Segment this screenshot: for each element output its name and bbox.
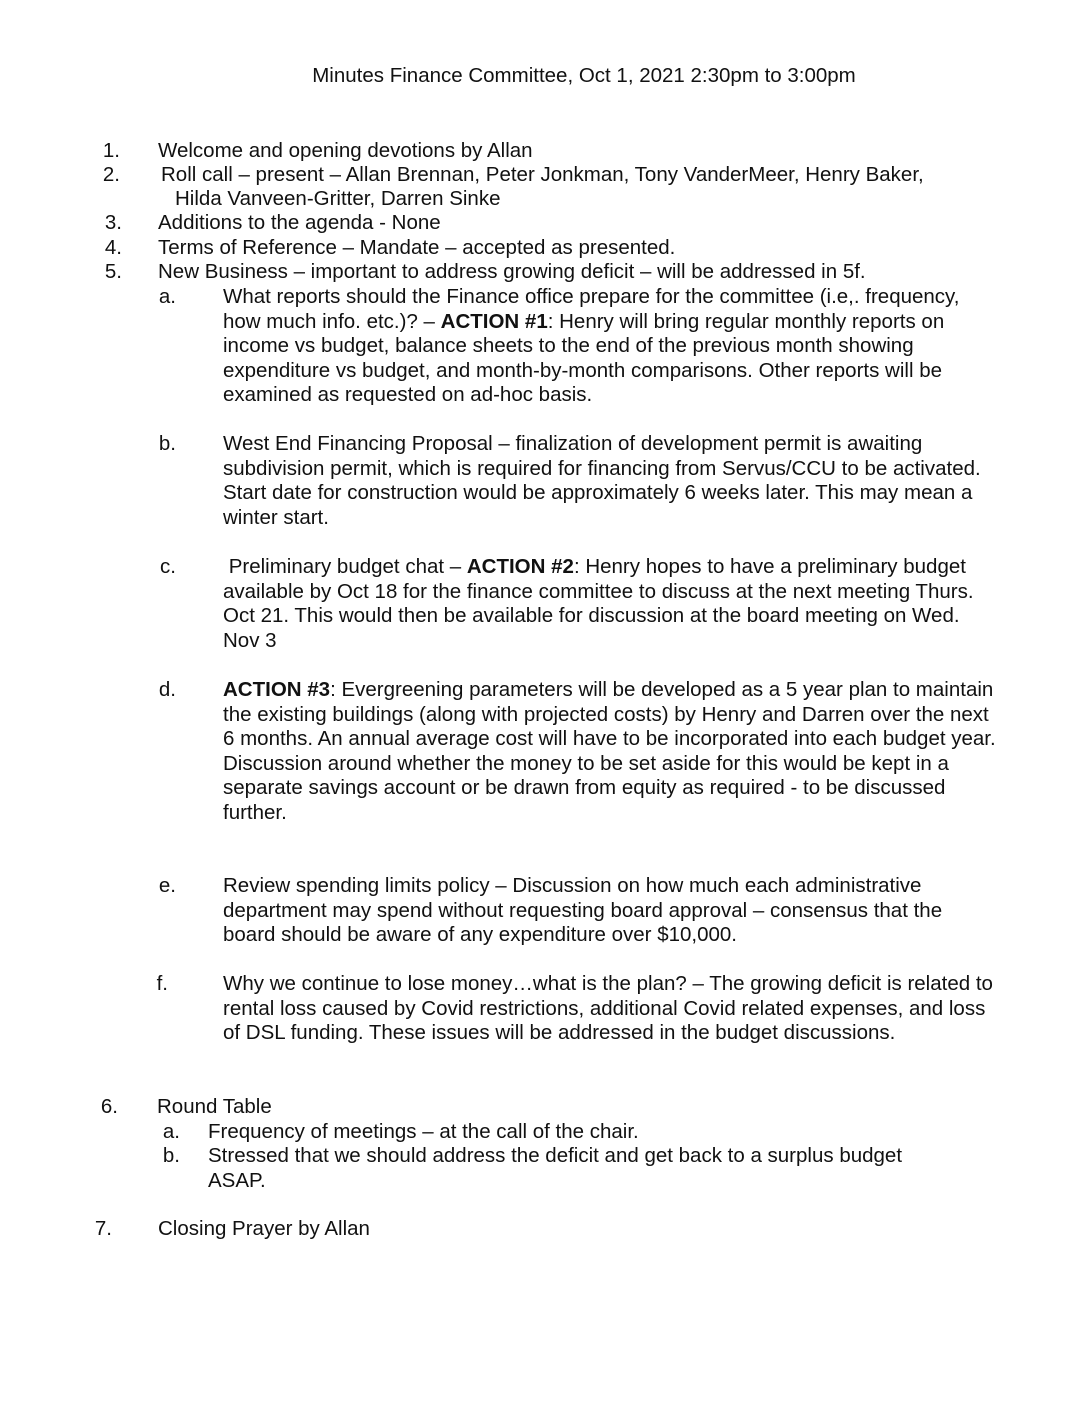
sub-item-letter: c. [160, 555, 176, 578]
item-number: 3. [104, 211, 122, 234]
item-number: 5. [104, 260, 122, 283]
action-label: ACTION #1 [440, 309, 548, 333]
sub-item-discussion: Discussion around whether the money to be set aside for this would be kept in a separate savings account or be drawn from equity as required - to be discussed further. [223, 751, 949, 824]
item-text: Roll call – present – Allan Brennan, Peter Jonkman, Tony VanderMeer, Henry Baker, [161, 163, 924, 186]
item-text: Closing Prayer by Allan [158, 1217, 370, 1240]
sub-item-letter: f. [156, 972, 168, 995]
sub-item-letter: a. [158, 285, 176, 308]
item-number: 7. [94, 1217, 112, 1240]
item-number: 2. [102, 163, 120, 186]
sub-item-text: ACTION #3: Evergreening parameters will be developed as a 5 year plan to maintain the existing buildings (along with projected costs) by Henry and Darren over the next 6 months. An annual average cost will have to be incorporated into each budget year. Discussion around whether the money to be set aside for this would be kept in a separate savings account or be drawn from equity as required - to be discussed further. [223, 678, 996, 824]
item-text: Terms of Reference – Mandate – accepted as presented. [158, 236, 676, 259]
item-text: Additions to the agenda - None [158, 211, 441, 234]
sub-item-letter: a. [162, 1120, 180, 1143]
item-number: 4. [104, 236, 122, 259]
sub-item-text: Frequency of meetings – at the call of the chair. [208, 1120, 639, 1143]
sub-item-text: Stressed that we should address the deficit and get back to a surplus budget ASAP. [208, 1144, 903, 1192]
action-label: ACTION #2 [466, 555, 574, 578]
sub-item-text: Preliminary budget chat – ACTION #2: Henry hopes to have a preliminary budget available by Oct 18 for the finance committee to discuss at the next meeting Thurs. Oct 21. This would then be available for discussion at the board meeting on Wed. Nov 3 [223, 555, 980, 652]
sub-item-text: Why we continue to lose money…what is the plan? – The growing deficit is related to rental loss caused by Covid restrictions, additional Covid related expenses, and loss of DSL funding. These issues will be addressed in the budget discussions. [223, 972, 993, 1044]
item-text: New Business – important to address growing deficit – will be addressed in 5f. [158, 260, 866, 283]
sub-item-text: West End Financing Proposal – finalization of development permit is awaiting subdivision permit, which is required for financing from Servus/CCU to be activated. Start date for construction would be approximately 6 weeks later. This may mean a winter start. [223, 432, 981, 529]
action-label: ACTION #3 [223, 678, 331, 701]
item-text: Welcome and opening devotions by Allan [158, 139, 533, 162]
sub-item-text: Review spending limits policy – Discussion on how much each administrative department may spend without requesting board approval – consensus that the board should be aware of any expenditure over $10,000. [223, 874, 943, 946]
sub-item-text: What reports should the Finance office prepare for the committee (i.e,. frequency, how much info. etc.)? – ACTION #1: Henry will bring regular monthly reports on income vs budget, balance sheets to the end of the previous month showing expenditure vs budget, and month-by-month comparisons. Other reports will be examined as requested on ad-hoc basis. [223, 285, 960, 406]
sub-item-letter: b. [158, 432, 176, 455]
sub-item-letter: d. [158, 678, 176, 701]
item-text-continued: Hilda Vanveen-Gritter, Darren Sinke [175, 187, 501, 210]
sub-item-letter: e. [158, 874, 176, 897]
item-number: 6. [100, 1095, 118, 1118]
sub-item-letter: b. [162, 1144, 180, 1167]
page-title: Minutes Finance Committee, Oct 1, 2021 2:30pm to 3:00pm [312, 64, 856, 87]
item-text: Round Table [157, 1095, 272, 1118]
item-number: 1. [102, 139, 120, 162]
